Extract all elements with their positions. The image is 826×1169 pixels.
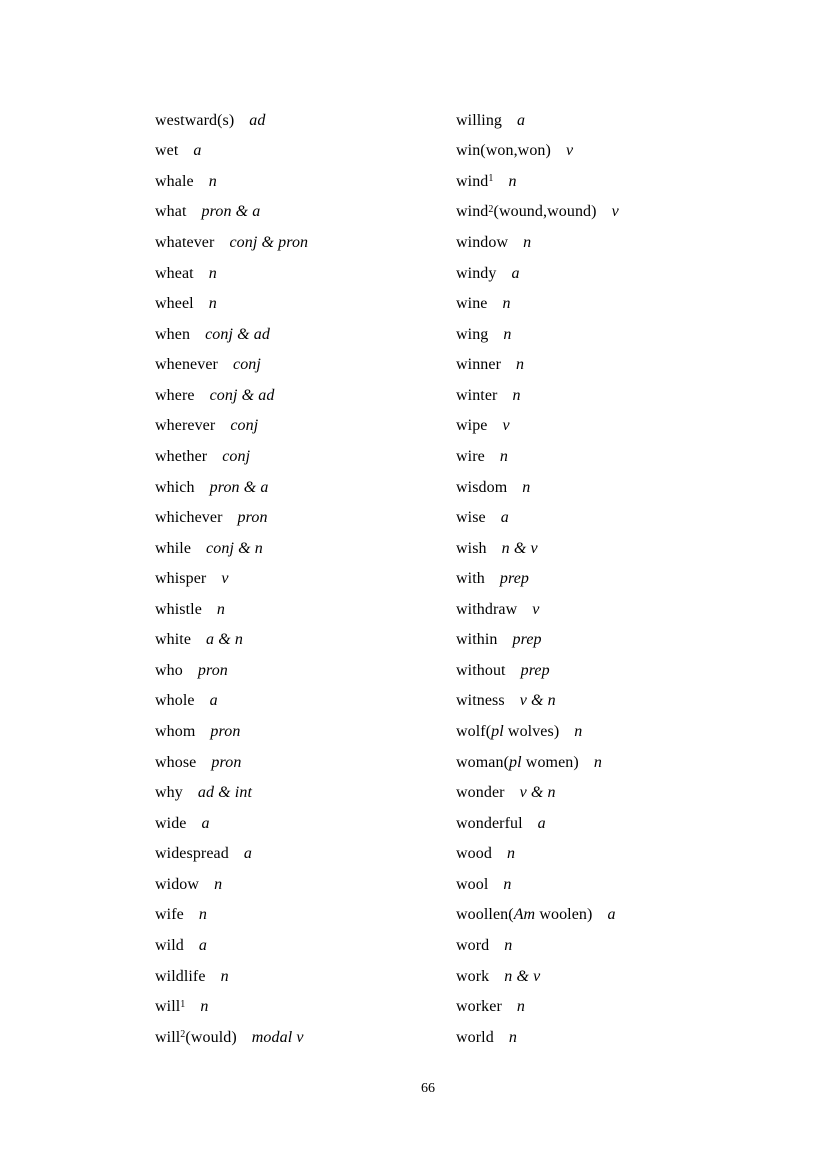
entry-row	[456, 319, 756, 350]
entry-pos: a	[607, 906, 616, 924]
entry-row	[456, 1022, 756, 1053]
entry-row	[456, 808, 756, 839]
entry-pos: n	[198, 906, 207, 924]
entry-word: whatever	[155, 234, 215, 252]
entry-word: wet	[155, 142, 179, 160]
entry-word: wide	[155, 814, 187, 832]
entry-word: what	[155, 203, 187, 221]
entry-word: word	[456, 936, 490, 954]
entry-row	[155, 411, 455, 442]
entry-pos: v	[565, 142, 574, 160]
entry-word: wipe	[456, 417, 488, 435]
entry-pos: v & n	[519, 692, 556, 710]
entry-row	[155, 625, 455, 656]
entry-word: whom	[155, 723, 196, 741]
word-list-column-right	[456, 106, 756, 1053]
entry-word: whenever	[155, 356, 218, 374]
entry-row	[456, 106, 756, 137]
entry-word: why	[155, 784, 183, 802]
entry-word: within	[456, 631, 498, 649]
entry-pos: n	[508, 1028, 517, 1046]
entry-pos: conj	[222, 447, 251, 465]
entry-word: whole	[155, 692, 195, 710]
entry-pos: n	[499, 447, 508, 465]
entry-word: widespread	[155, 845, 229, 863]
entry-word: worker	[456, 998, 502, 1016]
entry-pos: prep	[512, 631, 542, 649]
entry-word: whale	[155, 172, 194, 190]
entry-row	[456, 503, 756, 534]
entry-row	[456, 472, 756, 503]
entry-row	[456, 870, 756, 901]
entry-pos: conj & pron	[229, 234, 309, 252]
entry-pos: n	[214, 875, 223, 893]
entry-row	[456, 778, 756, 809]
entry-pos: pron	[211, 753, 242, 771]
entry-pos: pron	[197, 661, 228, 679]
entry-row	[456, 228, 756, 259]
entry-row	[155, 258, 455, 289]
entry-pos: a	[193, 142, 202, 160]
entry-row	[456, 350, 756, 381]
entry-row	[155, 839, 455, 870]
entry-pos: conj & n	[206, 539, 263, 557]
entry-row	[155, 931, 455, 962]
entry-pos: n	[574, 723, 583, 741]
entry-word: without	[456, 661, 506, 679]
entry-word: white	[155, 631, 192, 649]
entry-row	[456, 931, 756, 962]
entry-pos: n	[503, 875, 512, 893]
entry-pos: pron & a	[209, 478, 269, 496]
entry-word: whistle	[155, 600, 202, 618]
entry-word: wisdom	[456, 478, 508, 496]
entry-pos: n	[593, 753, 602, 771]
entry-word: woman(pl women)	[456, 753, 579, 771]
entry-row	[456, 381, 756, 412]
entry-row	[456, 625, 756, 656]
entry-row	[456, 595, 756, 626]
entry-word: wheel	[155, 295, 194, 313]
page-footer	[155, 1081, 701, 1097]
entry-row	[155, 656, 455, 687]
entry-pos: n	[220, 967, 229, 985]
entry-word: with	[456, 570, 485, 588]
entry-word: wool	[456, 875, 489, 893]
entry-row	[155, 1022, 455, 1053]
entry-pos: n	[508, 172, 517, 190]
entry-row	[155, 106, 455, 137]
entry-pos: n	[502, 295, 511, 313]
entry-word: where	[155, 386, 195, 404]
entry-row	[155, 197, 455, 228]
entry-word: wind$^2$(wound,wound)	[456, 203, 597, 221]
entry-word: whether	[155, 447, 208, 465]
entry-pos: a	[201, 814, 210, 832]
entry-row	[155, 564, 455, 595]
entry-pos: a	[537, 814, 546, 832]
entry-word: which	[155, 478, 195, 496]
entry-row	[456, 197, 756, 228]
entry-row	[456, 686, 756, 717]
entry-pos: a	[517, 111, 526, 129]
entry-pos: ad	[249, 111, 266, 129]
entry-row	[155, 808, 455, 839]
entry-word: wine	[456, 295, 488, 313]
entry-row	[155, 961, 455, 992]
entry-pos: n	[216, 600, 226, 618]
entry-pos: a	[209, 692, 218, 710]
word-list-column-left	[155, 106, 455, 1053]
entry-pos: v & n	[519, 784, 556, 802]
entry-word: wing	[456, 325, 489, 343]
entry-row	[456, 564, 756, 595]
entry-word: wood	[456, 845, 492, 863]
entry-pos: n	[208, 172, 217, 190]
entry-pos: n & v	[504, 967, 541, 985]
entry-pos: modal v	[251, 1028, 304, 1046]
entry-pos: v	[532, 600, 540, 618]
entry-row	[155, 717, 455, 748]
entry-word: wolf(pl wolves)	[456, 723, 560, 741]
entry-row	[456, 839, 756, 870]
entry-row	[456, 747, 756, 778]
entry-row	[155, 686, 455, 717]
entry-pos: a	[243, 845, 252, 863]
entry-word: while	[155, 539, 192, 557]
entry-row	[155, 472, 455, 503]
entry-row	[456, 992, 756, 1023]
entry-word: window	[456, 234, 509, 252]
entry-word: world	[456, 1028, 494, 1046]
entry-row	[155, 319, 455, 350]
entry-pos: n	[512, 386, 521, 404]
entry-row	[155, 167, 455, 198]
entry-pos: conj & ad	[205, 325, 270, 343]
entry-word: whose	[155, 753, 197, 771]
entry-pos: n	[516, 356, 525, 374]
entry-word: widow	[155, 875, 200, 893]
entry-word: wire	[456, 447, 485, 465]
entry-word: whichever	[155, 509, 223, 527]
entry-word: whisper	[155, 570, 207, 588]
entry-pos: v	[221, 570, 229, 588]
entry-pos: conj	[233, 356, 261, 374]
entry-pos: prep	[499, 570, 529, 588]
entry-word: windy	[456, 264, 497, 282]
entry-word: wheat	[155, 264, 194, 282]
entry-pos: n	[200, 998, 209, 1016]
entry-pos: a	[198, 936, 207, 954]
entry-word: witness	[456, 692, 505, 710]
entry-pos: n	[506, 845, 516, 863]
entry-word: wind$^1$	[456, 172, 494, 190]
entry-row	[456, 411, 756, 442]
entry-row	[456, 656, 756, 687]
entry-row	[456, 289, 756, 320]
entry-word: winter	[456, 386, 498, 404]
entry-word: wherever	[155, 417, 216, 435]
entry-pos: n	[208, 295, 217, 313]
entry-row	[155, 747, 455, 778]
entry-pos: prep	[520, 661, 550, 679]
entry-word: wise	[456, 509, 486, 527]
entry-pos: v	[502, 417, 510, 435]
entry-pos: pron	[210, 723, 241, 741]
entry-row	[456, 136, 756, 167]
entry-pos: n	[208, 264, 217, 282]
entry-word: wish	[456, 539, 487, 557]
entry-row	[456, 258, 756, 289]
entry-row	[155, 442, 455, 473]
entry-word: withdraw	[456, 600, 518, 618]
entry-row	[155, 136, 455, 167]
entry-row	[155, 900, 455, 931]
entry-word: woollen(Am woolen)	[456, 906, 593, 924]
entry-row	[155, 289, 455, 320]
entry-word: winner	[456, 356, 502, 374]
entry-word: wild	[155, 936, 184, 954]
entry-word: will$^1$	[155, 998, 186, 1016]
entry-pos: pron & a	[201, 203, 261, 221]
entry-word: win(won,won)	[456, 142, 551, 160]
entry-pos: n	[503, 325, 512, 343]
entry-word: wonder	[456, 784, 505, 802]
entry-row	[155, 778, 455, 809]
entry-pos: conj & ad	[209, 386, 275, 404]
entry-word: willing	[456, 111, 503, 129]
entry-word: will$^2$(would)	[155, 1028, 237, 1046]
entry-pos: a & n	[206, 631, 243, 649]
entry-pos: v	[611, 203, 619, 221]
entry-word: wildlife	[155, 967, 206, 985]
entry-row	[155, 595, 455, 626]
entry-pos: a	[511, 264, 520, 282]
entry-pos: n	[516, 998, 526, 1016]
entry-word: who	[155, 661, 183, 679]
entry-row	[155, 870, 455, 901]
entry-pos: a	[500, 509, 509, 527]
entry-pos: conj	[230, 417, 259, 435]
entry-word: work	[456, 967, 490, 985]
entry-pos: n	[522, 478, 531, 496]
entry-row	[155, 992, 455, 1023]
entry-word: wonderful	[456, 814, 523, 832]
entry-row	[456, 442, 756, 473]
entry-row	[456, 533, 756, 564]
entry-row	[155, 503, 455, 534]
entry-pos: ad & int	[197, 784, 252, 802]
entry-pos: n & v	[501, 539, 538, 557]
entry-row	[456, 961, 756, 992]
entry-row	[155, 533, 455, 564]
entry-pos: pron	[237, 509, 268, 527]
entry-word: when	[155, 325, 191, 343]
entry-pos: n	[523, 234, 532, 252]
entry-row	[155, 350, 455, 381]
page-number: 66	[421, 1081, 435, 1096]
entry-word: wife	[155, 906, 184, 924]
entry-pos: n	[504, 936, 513, 954]
entry-row	[456, 167, 756, 198]
entry-row	[456, 717, 756, 748]
entry-row	[155, 228, 455, 259]
entry-row	[456, 900, 756, 931]
entry-word: westward(s)	[155, 111, 235, 129]
entry-row	[155, 381, 455, 412]
